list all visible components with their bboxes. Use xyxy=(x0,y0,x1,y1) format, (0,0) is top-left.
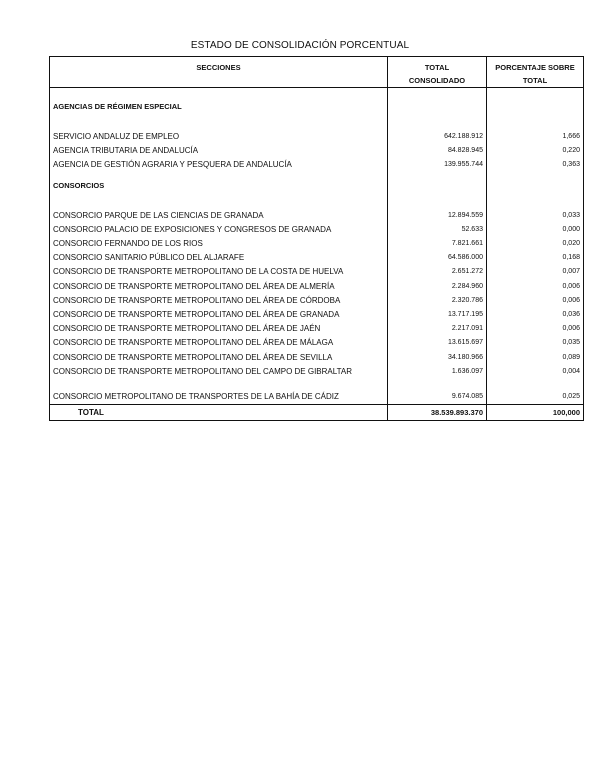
row-total: 1.636.097 xyxy=(388,365,487,390)
section-heading-consorcios xyxy=(50,173,584,199)
table-row xyxy=(50,308,584,322)
row-total: 64.586.000 xyxy=(388,251,487,265)
table-row xyxy=(50,351,584,365)
table-row xyxy=(50,209,584,223)
section-label: CONSORCIOS xyxy=(50,173,388,199)
row-pct: 0,006 xyxy=(487,280,584,294)
header-porcentaje: PORCENTAJE SOBRE TOTAL xyxy=(487,57,584,88)
row-pct: 0,004 xyxy=(487,365,584,390)
table-body xyxy=(50,88,584,421)
row-pct: 0,363 xyxy=(487,158,584,172)
row-total: 2.284.960 xyxy=(388,280,487,294)
row-total: 84.828.945 xyxy=(388,144,487,158)
row-total: 52.633 xyxy=(388,223,487,237)
row-name: CONSORCIO FERNANDO DE LOS RIOS xyxy=(50,237,388,251)
table-row xyxy=(50,223,584,237)
row-pct: 0,220 xyxy=(487,144,584,158)
row-total: 13.717.195 xyxy=(388,308,487,322)
row-name: AGENCIA TRIBUTARIA DE ANDALUCÍA xyxy=(50,144,388,158)
row-total: 642.188.912 xyxy=(388,130,487,144)
row-pct: 0,006 xyxy=(487,322,584,336)
row-name: CONSORCIO DE TRANSPORTE METROPOLITANO DEL ÁREA DE MÁLAGA xyxy=(50,336,388,350)
table-row xyxy=(50,265,584,279)
table-row xyxy=(50,294,584,308)
row-pct: 0,007 xyxy=(487,265,584,279)
table-row xyxy=(50,158,584,172)
row-name: CONSORCIO DE TRANSPORTE METROPOLITANO DEL ÁREA DE JAÉN xyxy=(50,322,388,336)
total-pct: 100,000 xyxy=(487,405,584,421)
row-name: CONSORCIO SANITARIO PÚBLICO DEL ALJARAFE xyxy=(50,251,388,265)
row-total: 12.894.559 xyxy=(388,209,487,223)
row-name: CONSORCIO DE TRANSPORTE METROPOLITANO DEL ÁREA DE ALMERÍA xyxy=(50,280,388,294)
section-label: AGENCIAS DE RÉGIMEN ESPECIAL xyxy=(50,94,388,120)
table-row xyxy=(50,251,584,265)
section-heading-agencias xyxy=(50,94,584,120)
row-pct: 0,025 xyxy=(487,390,584,405)
table-row xyxy=(50,322,584,336)
row-name: CONSORCIO DE TRANSPORTE METROPOLITANO DE LA COSTA DE HUELVA xyxy=(50,265,388,279)
consolidation-table xyxy=(49,56,584,421)
row-pct: 0,089 xyxy=(487,351,584,365)
row-pct: 0,036 xyxy=(487,308,584,322)
row-total: 34.180.966 xyxy=(388,351,487,365)
row-name: CONSORCIO DE TRANSPORTE METROPOLITANO DEL ÁREA DE GRANADA xyxy=(50,308,388,322)
row-total: 13.615.697 xyxy=(388,336,487,350)
row-total: 2.320.786 xyxy=(388,294,487,308)
row-name: CONSORCIO PALACIO DE EXPOSICIONES Y CONGRESOS DE GRANADA xyxy=(50,223,388,237)
row-pct: 0,035 xyxy=(487,336,584,350)
total-amount: 38.539.893.370 xyxy=(388,405,487,421)
row-pct: 1,666 xyxy=(487,130,584,144)
table-row xyxy=(50,144,584,158)
row-total: 9.674.085 xyxy=(388,390,487,405)
table-row xyxy=(50,280,584,294)
total-label: TOTAL xyxy=(50,405,388,421)
table-row xyxy=(50,365,584,390)
row-total: 139.955.744 xyxy=(388,158,487,172)
row-pct: 0,020 xyxy=(487,237,584,251)
row-name: AGENCIA DE GESTIÓN AGRARIA Y PESQUERA DE ANDALUCÍA xyxy=(50,158,388,172)
row-total: 2.651.272 xyxy=(388,265,487,279)
row-pct: 0,033 xyxy=(487,209,584,223)
header-total-consolidado: TOTAL CONSOLIDADO xyxy=(388,57,487,88)
table-row xyxy=(50,390,584,405)
table-row xyxy=(50,237,584,251)
header-row xyxy=(50,57,584,88)
row-pct: 0,168 xyxy=(487,251,584,265)
total-row xyxy=(50,405,584,421)
row-pct: 0,000 xyxy=(487,223,584,237)
row-name: CONSORCIO DE TRANSPORTE METROPOLITANO DEL ÁREA DE CÓRDOBA xyxy=(50,294,388,308)
row-name: CONSORCIO DE TRANSPORTE METROPOLITANO DEL ÁREA DE SEVILLA xyxy=(50,351,388,365)
header-secciones: SECCIONES xyxy=(50,57,388,88)
row-pct: 0,006 xyxy=(487,294,584,308)
table-row xyxy=(50,336,584,350)
row-total: 7.821.661 xyxy=(388,237,487,251)
row-total: 2.217.091 xyxy=(388,322,487,336)
row-name: CONSORCIO DE TRANSPORTE METROPOLITANO DEL CAMPO DE GIBRALTAR xyxy=(50,365,388,390)
row-name: CONSORCIO PARQUE DE LAS CIENCIAS DE GRANADA xyxy=(50,209,388,223)
row-name: SERVICIO ANDALUZ DE EMPLEO xyxy=(50,130,388,144)
row-name: CONSORCIO METROPOLITANO DE TRANSPORTES DE LA BAHÍA DE CÁDIZ xyxy=(50,390,388,405)
page-title: ESTADO DE CONSOLIDACIÓN PORCENTUAL xyxy=(190,40,410,51)
table-row xyxy=(50,130,584,144)
